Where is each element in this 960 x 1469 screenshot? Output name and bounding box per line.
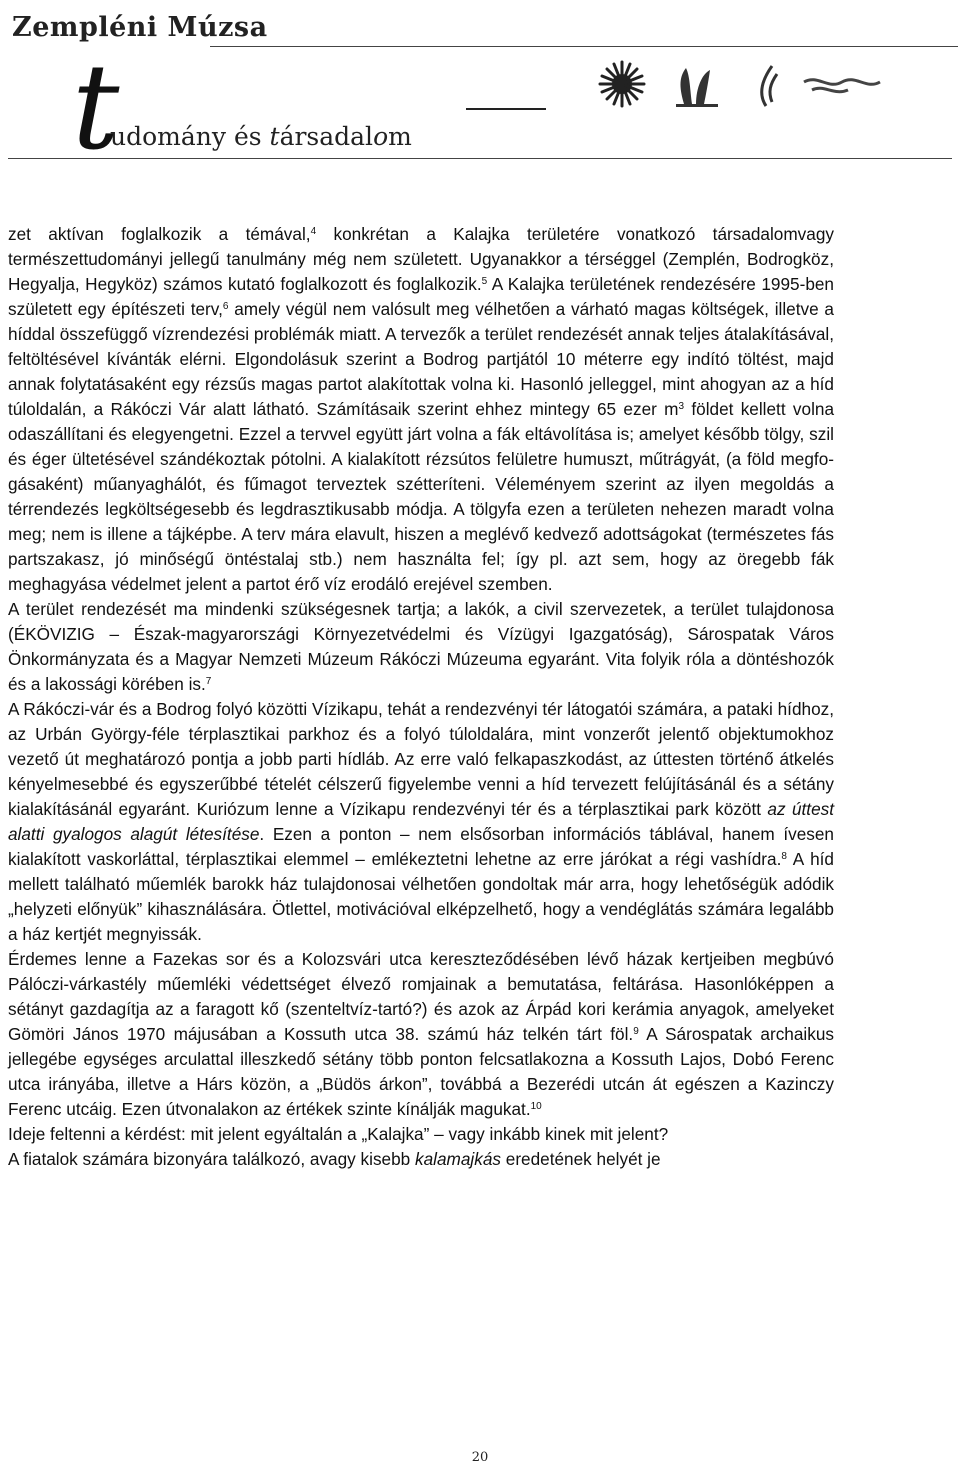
section-title-part: t bbox=[269, 122, 280, 151]
leaf-ornament-icon bbox=[762, 66, 777, 106]
sun-ornament-icon bbox=[600, 62, 644, 106]
footnote-reference: 3 bbox=[678, 401, 685, 412]
header-bottom-rule bbox=[8, 158, 952, 159]
wave-ornament-icon bbox=[804, 80, 880, 92]
decorative-ornaments bbox=[572, 60, 952, 108]
footnote-reference: 6 bbox=[222, 301, 229, 312]
paragraph-text: . Ezen a ponton – nem elsősorban információs táblával, hanem ívesen kialakított vaskorláttal, térplasztikai elemmel – emlékeztetni lehetne az erre járókat a régi vashídra. bbox=[8, 824, 834, 869]
footnote-reference: 9 bbox=[633, 1026, 639, 1037]
paragraph-text: földet kellett volna odaszállítani és elegyengetni. Ezzel a tervvel együtt járt volna a fák eltávolítása is; amelyet később tölgy, szil és éger ültetésével szándékoztak pótolni. A kialakított rézsútos felületre humuszt, műtrágyát, (a föld megfogásaként) műanyaghálót, és fűmagot terveztek szétteríteni. Véleményem szerint az ilyen megoldás a térrendezés legköltségesebb és legdrasztikusabb módja. A tölgyfa ezen a területen nehezen maradt volna meg; nem is illene a tájképbe. A terv mára elavult, hiszen a meglévő kedvező adottságokat (természetes fás partszakasz, jó minőségű öntéstalaj stb.) nem használta fel; így pl. azt sem, hogy az öregebb fák meghagyása védelmet jelent a partot érő víz erodáló erejével szemben. bbox=[8, 399, 835, 594]
section-title-part: o bbox=[373, 122, 389, 151]
paragraph-text: A Rákóczi-vár és a Bodrog folyó közötti Vízikapu, tehát a rendezvényi tér látogatói számára, a pataki hídhoz, az Urbán György-féle térplasztikai parkhoz és a folyó túloldalára, mint vonzerőt jelentő objektumokhoz vezető út meghatározó pontja a jobb parti hídláb. Az erre való felkapaszkodást, az úttesten történő átkelés kényelmesebbé és egyszerűbbé tételét célszerű figyelembe venni a híd tervezett felújításánál és a sétány kialakításánál egyaránt. Kuriózum lenne a Vízikapu rendezvényi tér és a térplasztikai park között bbox=[8, 699, 834, 819]
paragraph-text: konkrétan a Kalajka területére vonatkozó társadalomvagy természettudományi jellegű tanulmány még nem született. Ugyanakkor a térséggel (Zemplén, Bodrogköz, Hegyalja, Hegyköz) számos kutató foglalkozott és foglalkozik. bbox=[8, 224, 834, 294]
paragraph-text: A Sárospatak archaikus jellegébe egységes arculattal illeszkedő sétány több ponton felcsatlakozna a Kossuth Lajos, Dobó Ferenc utca irányába, illetve a Hárs közön, a „Büdös árkon”, továbbá a Bezerédi utcán át egészen a Kazinczy Ferenc utcáig. Ezen útvonalakon az értékek szinte kínálják magukat. bbox=[8, 1024, 834, 1119]
article-paragraph bbox=[8, 222, 834, 597]
journal-title: Zempléni Múzsa bbox=[12, 12, 268, 43]
section-title bbox=[110, 122, 412, 151]
title-rule bbox=[210, 46, 958, 47]
paragraph-text: A fiatalok számára bizonyára találkozó, avagy kisebb bbox=[8, 1149, 415, 1169]
footnote-reference: 5 bbox=[481, 276, 488, 287]
paragraph-text: amely végül nem valósult meg vélhetően a várható magas költségek, illetve a híddal összefüggő vízrendezési problémák miatt. A tervezők a terület rendezését annak teljes átalakításával, feltöltésével kívánták elérni. Elgondolásuk szerint a Bodrog partjától 10 méterre egy indító töltést, majd annak folytatásaként egy rézsűs magas partot alakítottak volna ki. Hasonló jelleggel, mint ahogyan az a híd túloldalán, a Rákóczi Vár alatt látható. Számításaik szerint ehhez mintegy 65 ezer m bbox=[8, 299, 834, 419]
emphasized-text: kalamajkás bbox=[415, 1149, 501, 1169]
section-title-part: ársadal bbox=[279, 122, 374, 151]
article-paragraph bbox=[8, 697, 834, 947]
emphasized-text: az úttest alatti gyalogos alagút létesítése bbox=[8, 799, 834, 844]
footnote-reference: 4 bbox=[310, 226, 317, 237]
paragraph-text: A terület rendezését ma mindenki szükségesnek tartja; a lakók, a civil szervezetek, a terület tulajdonosa (ÉKÖVIZIG – Észak-magyarországi Környezetvédelmi és Vízügyi Igazgatóság), Sárospatak Város Önkormányzata és a Magyar Nemzeti Múzeum Rákóczi Múzeuma egyaránt. Vita folyik róla a döntéshozók és a lakossági körében is. bbox=[8, 599, 834, 694]
paragraph-text: A Kalajka területének rendezésére 1995-ben született egy építészeti terv, bbox=[8, 274, 834, 319]
paragraph-text: Érdemes lenne a Fazekas sor és a Kolozsvári utca kereszteződésében lévő házak kertjeiben megbúvó Pálóczi-várkastély műemléki védettséget élvező romjainak a bemutatása, feltárása. Hasonlóképpen a sétányt gazdagítja az a faragott kő (szenteltvíz-tartó?) és azok az Árpád kori kerámia anyagok, amelyeket Gömöri János 1970 májusában a Kossuth utca 38. számú ház telkén tárt föl. bbox=[8, 949, 834, 1044]
paragraph-text: eredetének helyét je bbox=[500, 1149, 661, 1169]
footnote-reference: 7 bbox=[205, 676, 212, 687]
paragraph-text: Ideje feltenni a kérdést: mit jelent egyáltalán a „Kalajka” – vagy inkább kinek mit jelent? bbox=[8, 1124, 669, 1144]
article-paragraph bbox=[8, 947, 834, 1122]
article-paragraph bbox=[8, 597, 834, 697]
article-paragraph bbox=[8, 1122, 834, 1147]
paragraph-text: zet aktívan foglalkozik a témával, bbox=[8, 224, 311, 244]
page-masthead bbox=[8, 8, 952, 176]
footnote-reference: 10 bbox=[530, 1101, 542, 1112]
article-body bbox=[8, 222, 834, 1172]
page-number: 20 bbox=[471, 1450, 489, 1465]
paragraph-text: A híd mellett található műemlék barokk ház tulajdonosai vélhetően gondoltak már arra, hogy lehetőségük adódik „helyzeti előnyük” kihasználására. Ötlettel, motivációval elképzelhető, hogy a vendéglátás számára legalább a ház kertjét megnyissák. bbox=[8, 849, 834, 944]
article-paragraph bbox=[8, 1147, 834, 1172]
section-title-part: m bbox=[388, 122, 412, 151]
header-short-rule bbox=[466, 108, 546, 110]
sculpture-ornament-icon bbox=[676, 68, 718, 107]
section-initial-letter: t bbox=[72, 38, 120, 176]
section-title-part: udomány és bbox=[110, 122, 270, 151]
footnote-reference: 8 bbox=[781, 851, 787, 862]
